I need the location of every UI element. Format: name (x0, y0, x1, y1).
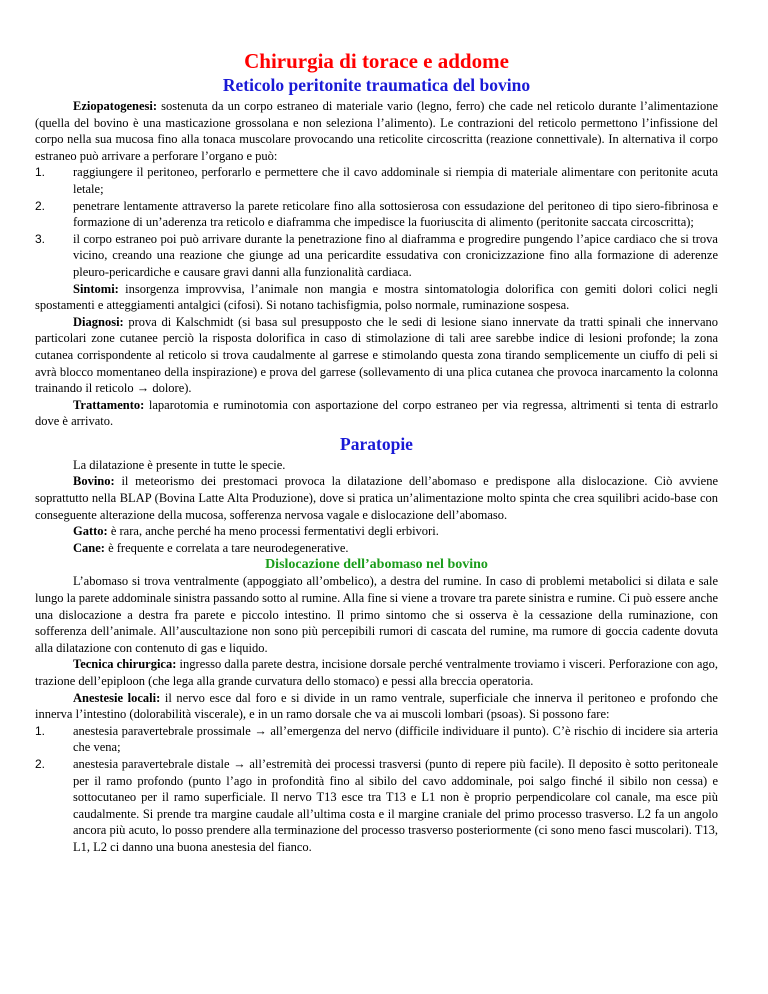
label-trattamento: Trattamento: (73, 397, 145, 412)
paragraph-diagnosi (35, 314, 718, 397)
text-diagnosi: prova di Kalschmidt (si basa sul presupposto che le sedi di lesione siano innervate da tratti spinali che innervano particolari zone cutanee perciò la risposta dolorifica in caso di stimolazione di tali aree sarebbe indice di lesioni profonde; la zona cutanea corrispondente al reticolo si trova caudalmente al garrese e stimolando questa zona tirando semplicemente un ciuffo di peli si avrà blocco momentaneo della inspirazione) e prova del garrese (sollevamento di una plica cutanea che provoca inarcamento la colonna trainando il reticolo → dolore). (35, 314, 718, 396)
section-heading-reticolo: Reticolo peritonite traumatica del bovino (222, 75, 531, 95)
list-number: 2. (35, 198, 46, 213)
section-heading-paratopie: Paratopie (340, 433, 413, 454)
paragraph-cane (35, 540, 718, 557)
label-cane: Cane: (73, 540, 105, 555)
label-eziopatogenesi: Eziopatogenesi: (73, 99, 158, 113)
paragraph-bovino (35, 473, 718, 523)
list-number: 1. (35, 165, 46, 180)
text-cane: è frequente e correlata a tare neurodegenerative. (104, 540, 349, 555)
label-gatto: Gatto: (73, 524, 108, 539)
label-anestesie: Anestesie locali: (73, 690, 161, 705)
list-item-text: anestesia paravertebrale distale → all’estremità dei processi trasversi (punto di repere più facile). Il deposito è sotto peritoneale per il ramo profondo (punto l’ago in profondità fino al sibilo del cavo addominale, poi salgo finché il sibilo non cessa) e sottocutaneo per il ramo superficiale. Il nervo T13 esce tra T13 e L1 non è proprio perpendicolare col canale, ma esce più caudalmente. Si prende tra margine caudale all’ultima costa e il margine craniale del primo processo trasverso. L2 fa un angolo ancora più acuto, lo posso prendere alla terminazione del processo trasverso posteriormente (ci sono meno fasci muscolari). T13, L1, L2 ci danno una buona anestesia del fianco. (73, 756, 718, 854)
list-complicanze (35, 164, 718, 280)
paragraph-intro-paratopie: La dilatazione è presente in tutte le specie. (73, 457, 286, 472)
paragraph-anestesie (35, 690, 718, 723)
document-title: Chirurgia di torace e addome (244, 49, 509, 73)
list-item (35, 723, 718, 756)
label-tecnica: Tecnica chirurgica: (73, 657, 177, 672)
list-item-text: il corpo estraneo poi può arrivare durante la penetrazione fino al diaframma e progredire pungendo l’apice cardiaco che si trova vicino, creando una reazione che giunge ad una pericardite essudativa con cronicizzazione fino alla formazione di aderenze pleuro-pericardiche e causare gravi danni alla funzionalità cardiaca. (73, 231, 718, 279)
paragraph-sintomi (35, 281, 718, 314)
list-anestesie (35, 723, 718, 856)
list-number: 2. (35, 756, 46, 771)
list-number: 1. (35, 723, 46, 738)
label-bovino: Bovino: (73, 474, 115, 489)
list-item (35, 164, 718, 197)
label-diagnosi: Diagnosi: (73, 314, 124, 329)
text-sintomi: insorgenza improvvisa, l’animale non mangia e mostra sintomatologia dolorifica con gemiti dolori colici negli spostamenti e atteggiamenti antalgici (cifosi). Si notano tachisfigmia, polso normale, ruminazione sospesa. (35, 281, 718, 313)
text-tecnica: ingresso dalla parete destra, incisione dorsale perché ventralmente troviamo i visceri. Perforazione con ago, trazione dell’epiploon (che lega alla grande curvatura dello stomaco) e pessi alla breccia operatoria. (35, 657, 719, 688)
list-item (35, 231, 718, 281)
list-item-text: anestesia paravertebrale prossimale → all’emergenza del nervo (difficile individuare il punto). C’è rischio di incidere sia arteria che vena; (73, 723, 718, 755)
text-anestesie: il nervo esce dal foro e si divide in un ramo ventrale, superficiale che innerva il peritoneo e profondo che innerva l’intestino (dolorabilità viscerale), e in un ramo dorsale che va ai muscoli lombari (psoas). Si possono fare: (35, 690, 718, 722)
paragraph-intro-dislocazione: L’abomaso si trova ventralmente (appoggiato all’ombelico), a destra del rumine. In caso di problemi metabolici si dilata e sale lungo la parete addominale sinistra passando sotto al rumine. Alla fine si viene a trovare tra parete sinistra e rumine. Ci può essere anche una dislocazione a destra fra parete e piccolo intestino. Il primo sintomo che si osserva è la cessazione della ruminazione, con sofferenza dell’animale. All’auscultazione non sono più percepibili rumori di cascata del rumine, ma rumore di goccia cadente dovuta alla dilatazione con contenuto di gas e liquido. (35, 574, 718, 655)
paragraph-gatto (35, 523, 718, 540)
paragraph-trattamento (35, 397, 718, 430)
list-item (35, 198, 718, 231)
list-item (35, 756, 718, 856)
text-gatto: è rara, anche perché ha meno processi fermentativi degli erbivori. (107, 524, 439, 539)
subsection-heading-dislocazione: Dislocazione dell’abomaso nel bovino (265, 557, 488, 573)
text-bovino: il meteorismo dei prestomaci provoca la dilatazione dell’abomaso e predispone alla dislocazione. Ciò avviene soprattutto nella BLAP (Bovina Latte Alta Produzione), dove si pratica un’alimentazione molto spinta che crea squilibri acido-base con conseguente alterazione della mucosa, sofferenza nervosa vagale e dislocazione dell’abomaso. (35, 474, 718, 522)
list-number: 3. (35, 231, 46, 246)
list-item-text: raggiungere il peritoneo, perforarlo e permettere che il cavo addominale si riempia di materiale alimentare con peritonite acuta letale; (73, 165, 718, 196)
paragraph-eziopatogenesi (35, 98, 718, 164)
label-sintomi: Sintomi: (73, 281, 119, 296)
list-item-text: penetrare lentamente attraverso la parete reticolare fino alla sottosierosa con essudazione del peritoneo di tipo siero-fibrinosa e formazione di un’aderenza tra reticolo e diaframma che impedisce la fuoriuscita di alimento (peritonite saccata circoscritta); (73, 198, 718, 230)
text-trattamento: laparotomia e ruminotomia con asportazione del corpo estraneo per via regressa, altrimenti si tenta di estrarlo dove è arrivato. (35, 397, 718, 429)
paragraph-tecnica (35, 656, 718, 689)
text-eziopatogenesi: sostenuta da un corpo estraneo di materiale vario (legno, ferro) che cade nel reticolo durante l’alimentazione (quella del bovino è una masticazione grossolana e non seleziona l’alimento). Le contrazioni del reticolo permettono l’infissione del corpo nella sua mucosa fino alla tonaca muscolare provocando una reticolite circoscritta (reazione connettivale). In alternativa il corpo estraneo può arrivare a perforare l’organo e può: (35, 99, 718, 163)
